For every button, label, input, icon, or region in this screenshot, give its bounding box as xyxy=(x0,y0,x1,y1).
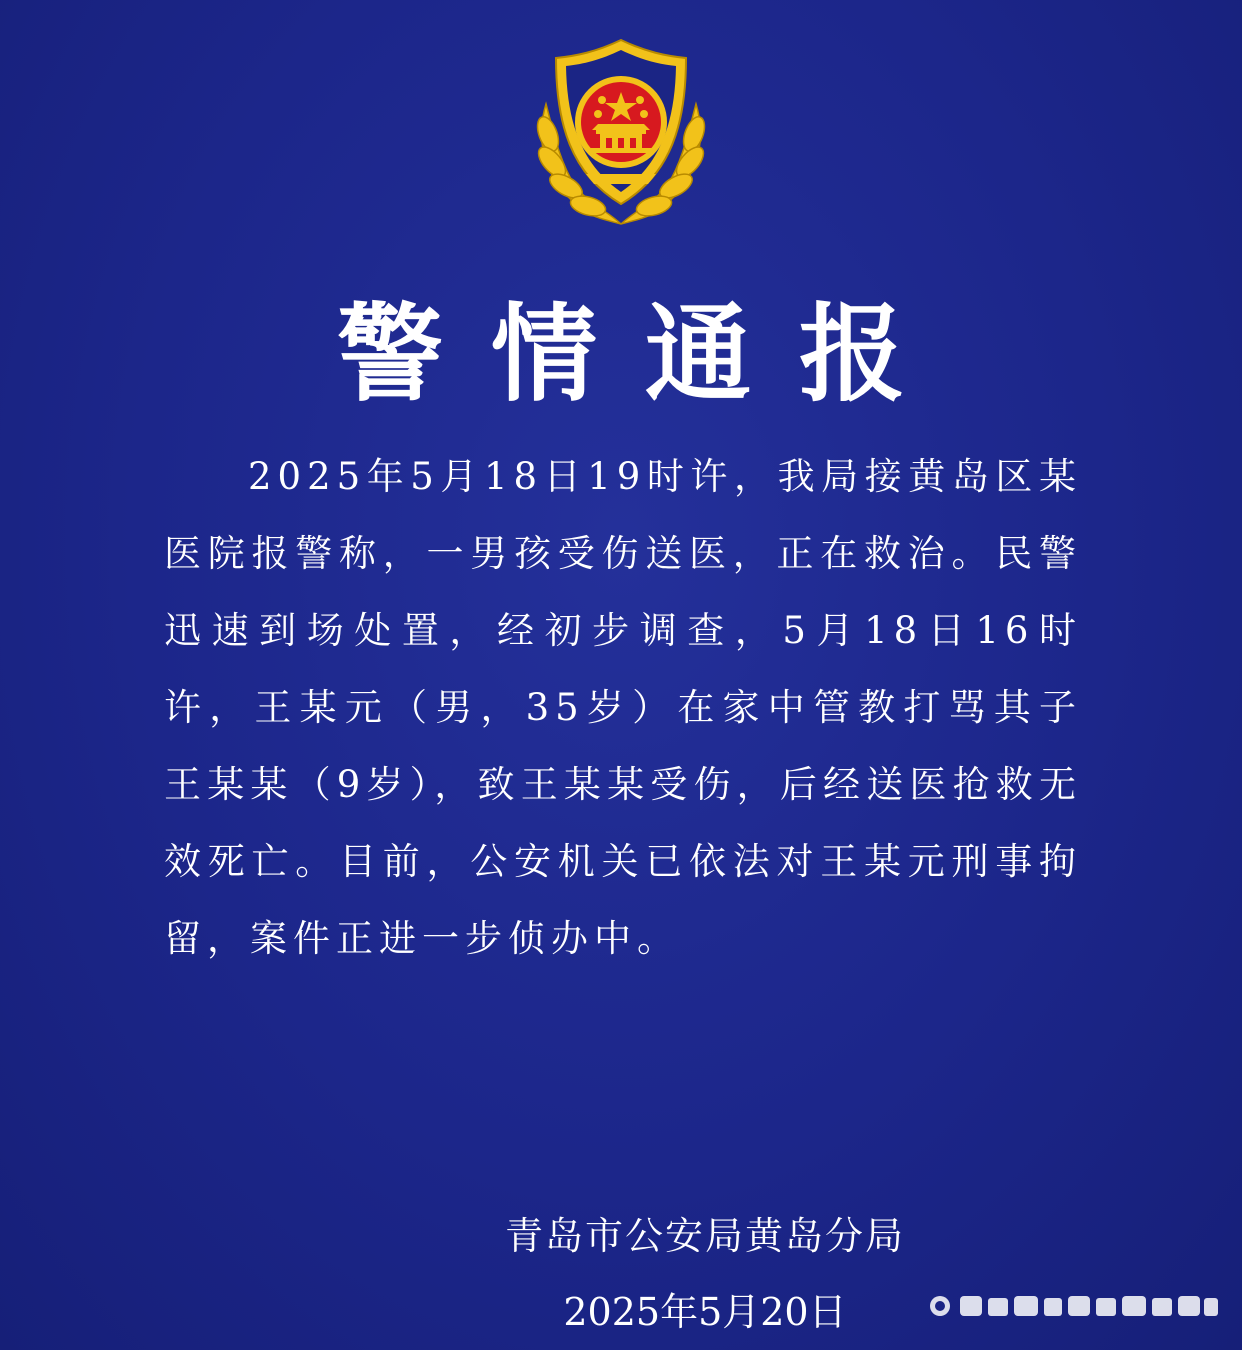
police-emblem-icon xyxy=(526,34,716,230)
notice-title: 警情通报 xyxy=(337,291,953,416)
notice-body: 2025年5月18日19时许，我局接黄岛区某医院报警称，一男孩受伤送医，正在救治。民警迅速到场处置，经初步调查，5月18日16时许，王某元（男，35岁）在家中管教打骂其子王某某（9岁），致王某某受伤，后经送医抢救无效死亡。目前，公安机关已依法对王某元刑事拘留，案件正进一步侦办中。 xyxy=(164,455,1082,960)
issue-date: 2025年5月20日 xyxy=(563,1290,847,1334)
issuer-name: 青岛市公安局黄岛分局 xyxy=(504,1214,905,1258)
watermark-icon xyxy=(926,1284,1226,1334)
